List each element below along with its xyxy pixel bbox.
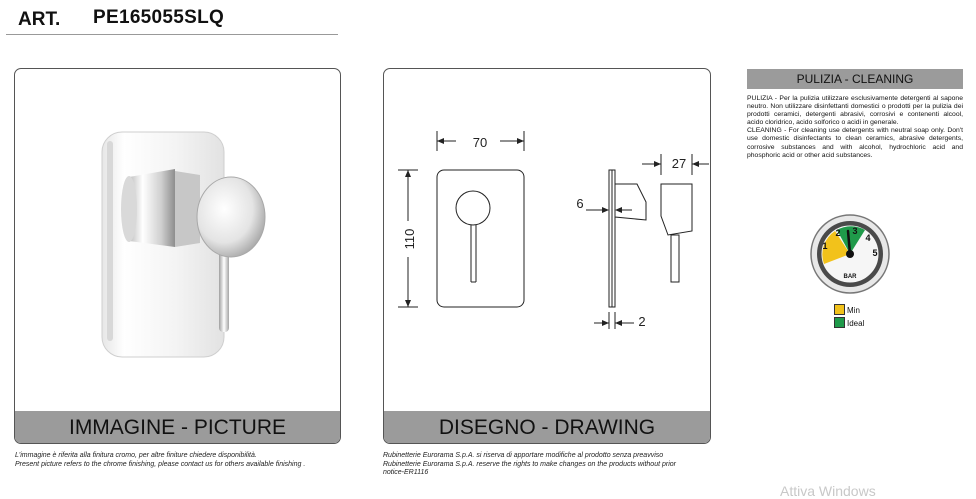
dimension-height: 110 [402, 228, 417, 250]
picture-title: IMMAGINE - PICTURE [15, 411, 340, 443]
gauge-tick-5: 5 [872, 248, 878, 258]
picture-note [15, 452, 350, 469]
picture-note-en: Present picture refers to the chrome finishing, please contact us for others available finishing . [15, 460, 306, 468]
cleaning-text-en: CLEANING - For cleaning use detergents with neutral soap only. Don't use domestic disinfectants to clean ceramics, abrasive detergents, corrosive substances and with alcohol, hydrochloric acid and phosphoric acid or other acid substances. [747, 127, 963, 159]
dimension-gap: 2 [638, 314, 646, 329]
gauge-tick-4: 4 [865, 233, 871, 243]
cleaning-text-it: PULIZIA - Per la pulizia utilizzare esclusivamente detergenti al sapone neutro. Non utilizzare disinfettanti domestici o prodotti per la pulizia dei prodotti ceramici, detergenti abrasivi, corrosivi e contenenti alcool, acido cloridrico, acido solforico o acidi in generale. [747, 95, 963, 127]
drawing-title: DISEGNO - DRAWING [384, 411, 710, 443]
article-code: PE165055SLQ [93, 7, 225, 28]
dimension-depth: 27 [671, 156, 687, 171]
front-view-plate [437, 170, 524, 307]
picture-note-it: L'immagine è riferita alla finitura cromo, per altre finiture chiedere disponibilità. [15, 452, 257, 459]
gauge-tick-1: 1 [822, 241, 828, 251]
cleaning-title: PULIZIA - CLEANING [747, 69, 963, 89]
legend-min-label: Min [847, 306, 860, 315]
os-watermark: Attiva Windows [780, 483, 876, 499]
drawing-note-it: Rubinetterie Eurorama S.p.A. si riserva di apportare modifiche al prodotto senza preavviso [383, 452, 664, 459]
product-photo [15, 69, 340, 409]
legend-min-swatch [834, 304, 845, 315]
art-label: ART. [18, 9, 61, 30]
dimension-width: 70 [472, 135, 488, 150]
legend-min [834, 304, 860, 316]
pressure-gauge-icon [805, 211, 895, 301]
drawing-panel [383, 68, 711, 444]
picture-panel [14, 68, 341, 444]
legend-ideal-swatch [834, 317, 845, 328]
legend-ideal-label: Ideal [847, 319, 865, 328]
drawing-note [383, 452, 743, 478]
front-view-knob [456, 191, 490, 225]
gauge-tick-2: 2 [835, 228, 841, 238]
legend-ideal [834, 317, 864, 329]
drawing-note-code: notice-ER1116 [383, 469, 429, 476]
drawing-note-en: Rubinetterie Eurorama S.p.A. reserve the rights to make changes on the products without prior [383, 460, 676, 468]
gauge-unit: BAR [843, 274, 857, 280]
technical-drawing [384, 69, 710, 409]
gauge-tick-3: 3 [852, 226, 858, 236]
header-divider [6, 34, 338, 35]
cleaning-text [747, 95, 963, 160]
dimension-plate: 6 [576, 196, 584, 211]
